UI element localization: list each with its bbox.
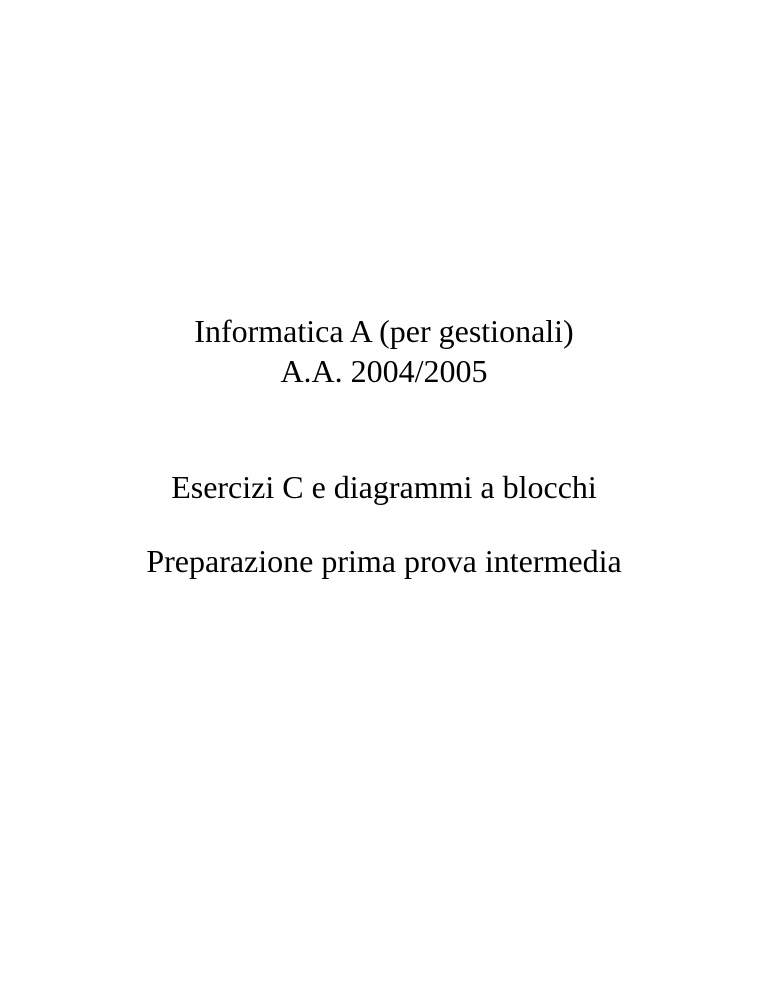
document-subtitle: Esercizi C e diagrammi a blocchi (171, 469, 597, 505)
course-title: Informatica A (per gestionali) (194, 313, 574, 349)
document-description: Preparazione prima prova intermedia (146, 543, 622, 579)
academic-year: A.A. 2004/2005 (280, 353, 488, 389)
